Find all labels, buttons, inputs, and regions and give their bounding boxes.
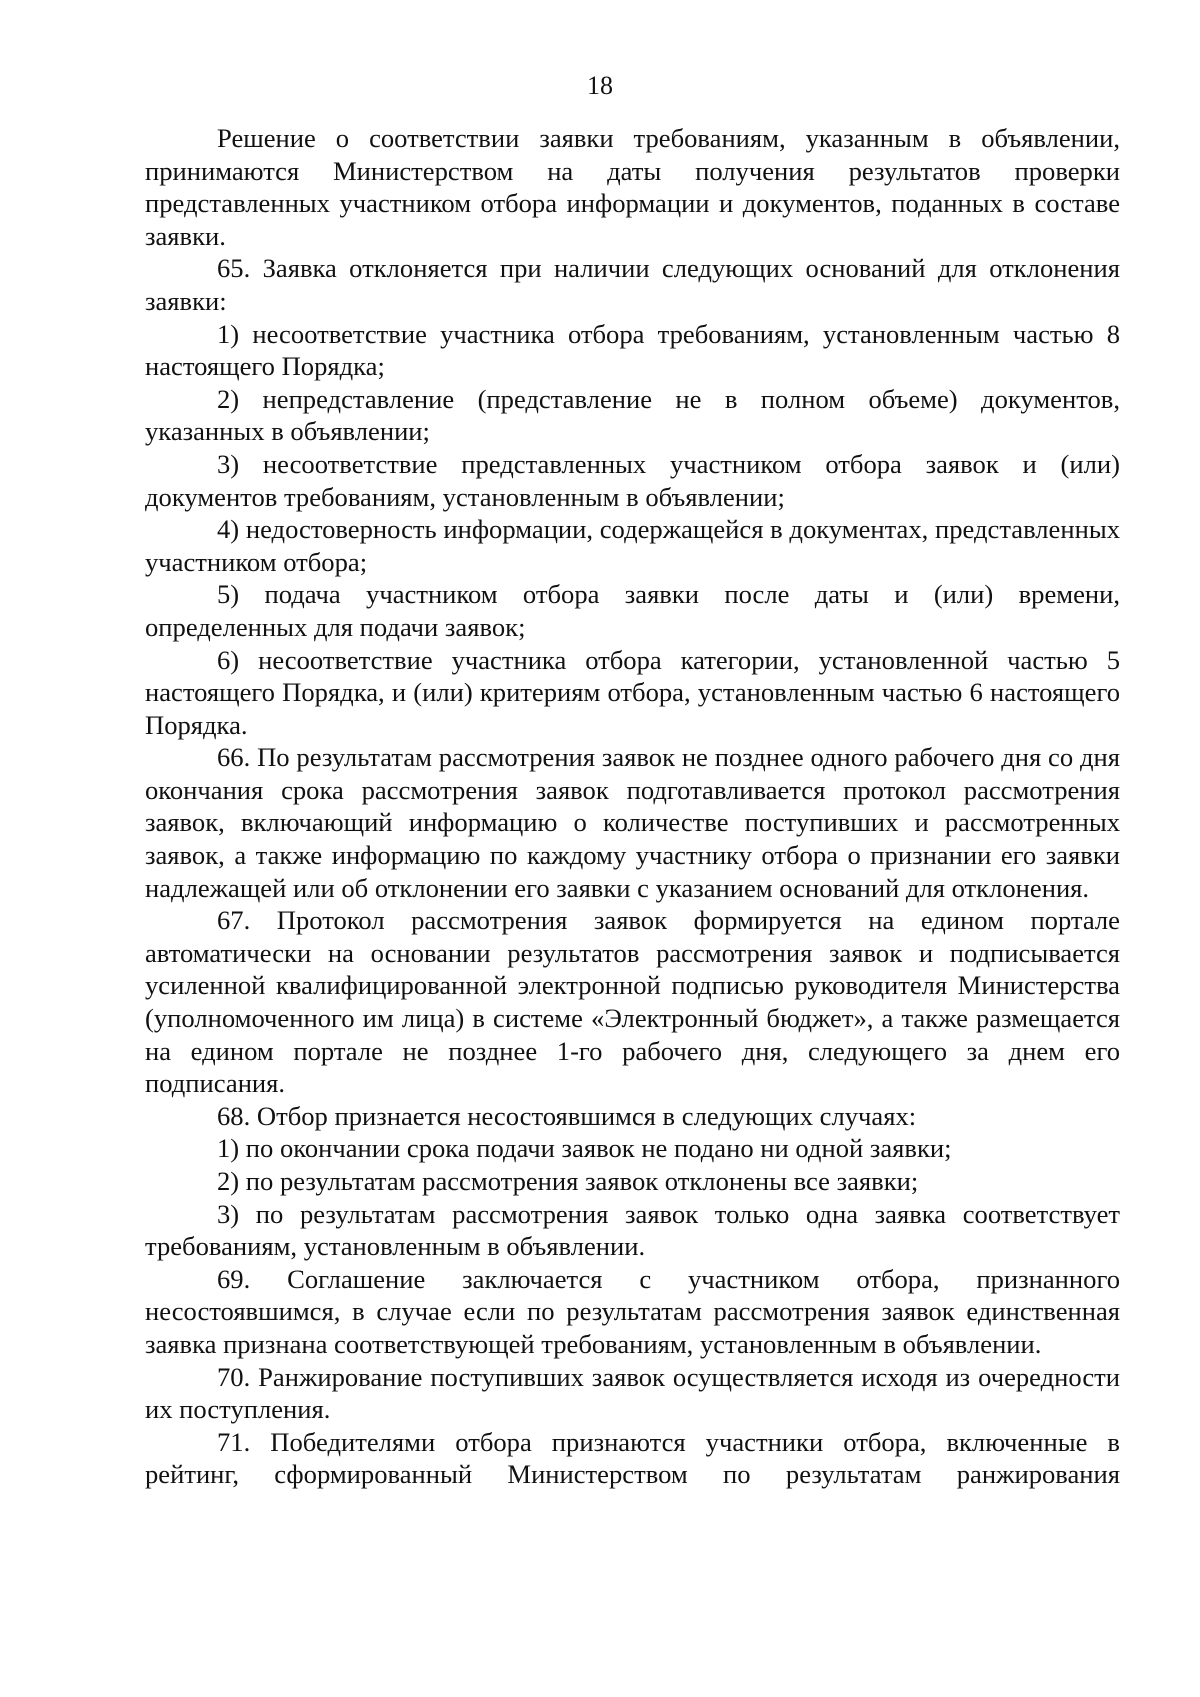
- paragraph-65: 65. Заявка отклоняется при наличии следующих оснований для отклонения заявки:: [145, 253, 1120, 316]
- paragraph-decision: Решение о соответствии заявки требованиям, указанным в объявлении, принимаются Министерством на даты получения результатов проверки представленных участником отбора информации и документов, поданных в составе заявки.: [145, 123, 1120, 251]
- page-number: 18: [587, 71, 613, 100]
- list-item-65-3: 3) несоответствие представленных участником отбора заявок и (или) документов требованиям, установленным в объявлении;: [145, 448, 1120, 512]
- paragraph-68: 68. Отбор признается несостоявшимся в следующих случаях:: [217, 1100, 917, 1131]
- paragraph-71: 71. Победителями отбора признаются участники отбора, включенные в рейтинг, сформированный Министерством по результатам ранжирования: [145, 1426, 1120, 1490]
- paragraph-69: 69. Соглашение заключается с участником отбора, признанного несостоявшимся, в случае если по результатам рассмотрения заявок единственная заявка признана соответствующей требованиям, установленным в объявлении.: [145, 1263, 1120, 1359]
- paragraph-70: 70. Ранжирование поступивших заявок осуществляется исходя из очередности их поступления.: [145, 1361, 1120, 1425]
- list-item-65-6: 6) несоответствие участника отбора категории, установленной частью 5 настоящего Порядка, и (или) критериям отбора, установленным частью 6 настоящего Порядка.: [145, 644, 1120, 740]
- list-item-65-1: 1) несоответствие участника отбора требованиям, установленным частью 8 настоящего Порядка;: [145, 318, 1120, 382]
- list-item-65-2: 2) непредставление (представление не в полном объеме) документов, указанных в объявлении;: [145, 383, 1120, 447]
- list-item-68-1: 1) по окончании срока подачи заявок не подано ни одной заявки;: [217, 1133, 952, 1164]
- list-item-68-2: 2) по результатам рассмотрения заявок отклонены все заявки;: [217, 1166, 919, 1196]
- list-item-68-3: 3) по результатам рассмотрения заявок только одна заявка соответствует требованиям, установленным в объявлении.: [145, 1198, 1120, 1262]
- document-body: [145, 122, 1120, 1491]
- list-item-65-4: 4) недостоверность информации, содержащейся в документах, представленных участником отбора;: [145, 514, 1120, 577]
- paragraph-66: 66. По результатам рассмотрения заявок не позднее одного рабочего дня со дня окончания срока рассмотрения заявок подготавливается протокол рассмотрения заявок, включающий информацию о количестве поступивших и рассмотренных заявок, а также информацию по каждому участнику отбора о признании его заявки надлежащей или об отклонении его заявки с указанием оснований для отклонения.: [145, 742, 1120, 903]
- paragraph-67: 67. Протокол рассмотрения заявок формируется на едином портале автоматически на основании результатов рассмотрения заявок и подписывается усиленной квалифицированной электронной подписью руководителя Министерства (уполномоченного им лица) в системе «Электронный бюджет», а также размещается на едином портале не позднее 1-го рабочего дня, следующего за днем его подписания.: [145, 905, 1120, 1099]
- list-item-65-5: 5) подача участником отбора заявки после даты и (или) времени, определенных для подачи заявок;: [145, 579, 1120, 642]
